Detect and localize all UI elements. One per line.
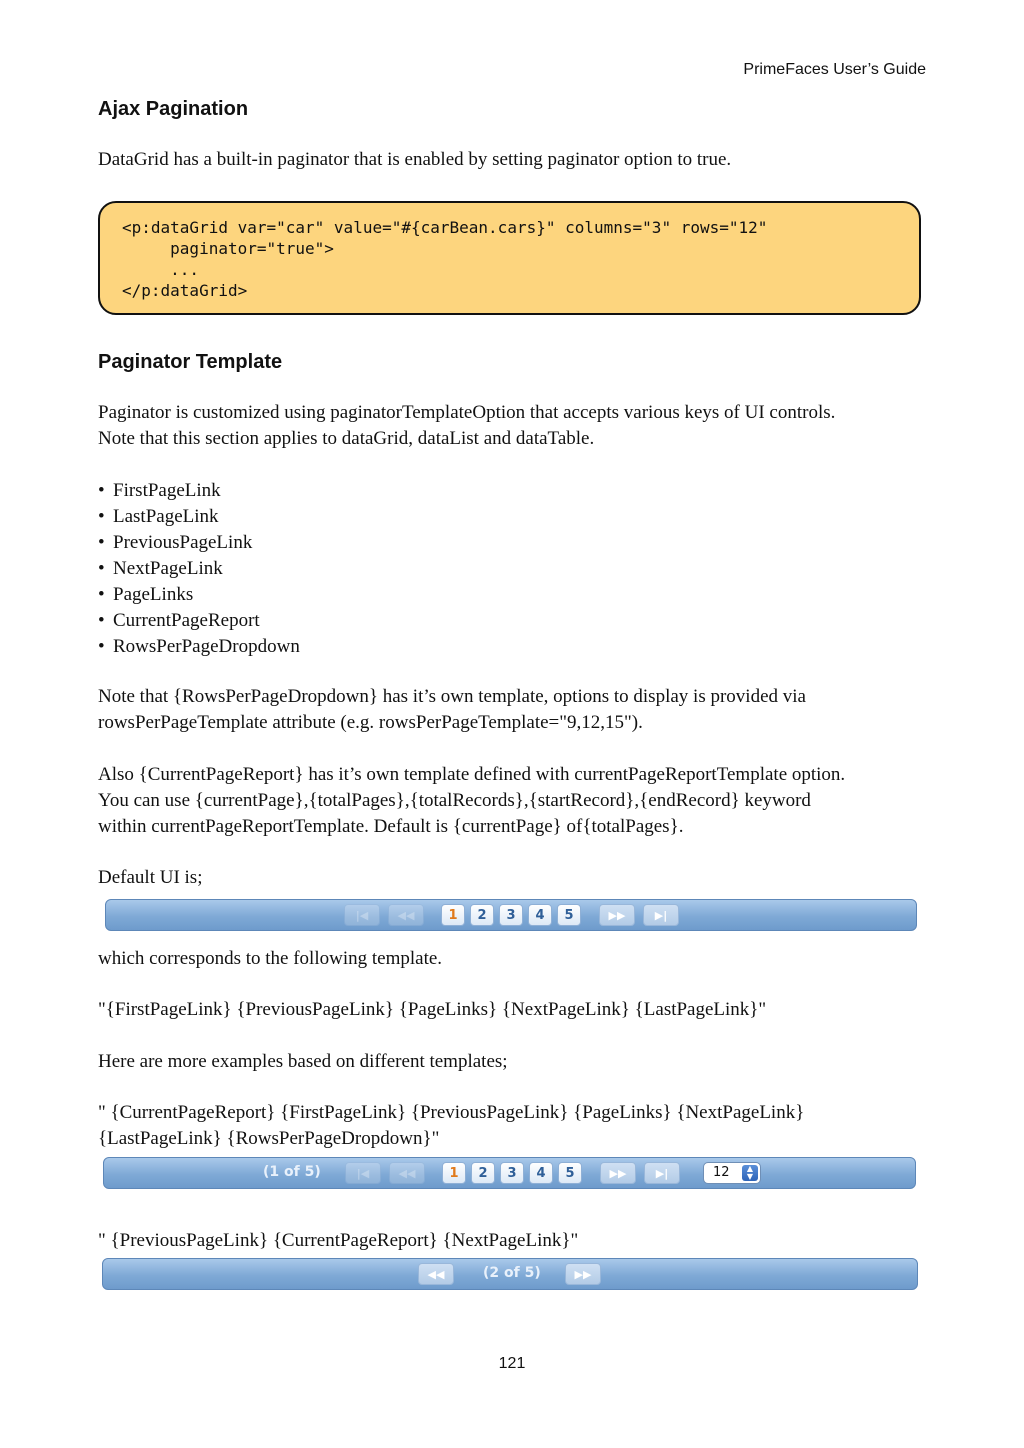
paginator-example-1 xyxy=(103,1157,916,1189)
paginator-example-2 xyxy=(102,1258,918,1290)
first-page-button[interactable]: |◀ xyxy=(345,1162,381,1184)
paginator-template-paragraph-1: Paginator is customized using paginatorTemplateOption that accepts various keys of UI controls. Note that this section applies to dataGrid, dataList and dataTable. xyxy=(98,402,836,449)
section-title-paginator-template: Paginator Template xyxy=(98,351,283,373)
next-page-button[interactable]: ▶▶ xyxy=(599,904,635,926)
first-page-button[interactable]: |◀ xyxy=(344,904,380,926)
template-keys-list xyxy=(98,478,300,660)
rows-per-page-value: 12 xyxy=(713,1165,730,1180)
paginator-default xyxy=(105,899,917,931)
list-item: • LastPageLink xyxy=(98,506,219,527)
next-page-button[interactable]: ▶▶ xyxy=(565,1263,601,1285)
list-item: • CurrentPageReport xyxy=(98,610,260,631)
page-link-3[interactable]: 3 xyxy=(500,1162,524,1184)
page-link-4[interactable]: 4 xyxy=(529,1162,553,1184)
page-link-2[interactable]: 2 xyxy=(471,1162,495,1184)
current-page-report: (2 of 5) xyxy=(483,1265,541,1281)
list-item: • PreviousPageLink xyxy=(98,532,253,553)
rows-per-page-dropdown[interactable] xyxy=(703,1162,761,1184)
page-link-3[interactable]: 3 xyxy=(499,904,523,926)
previous-page-button[interactable]: ◀◀ xyxy=(389,1162,425,1184)
paginator-template-paragraph-2: Note that {RowsPerPageDropdown} has it’s own template, options to display is provided via rowsPerPageTemplate attribute (e.g. rowsPerPageTemplate="9,12,15"). xyxy=(98,686,806,733)
list-item: • PageLinks xyxy=(98,584,194,605)
current-page-report: (1 of 5) xyxy=(263,1164,321,1180)
page-link-5[interactable]: 5 xyxy=(557,904,581,926)
corresponds-text: which corresponds to the following template. xyxy=(98,948,443,969)
last-page-button[interactable]: ▶| xyxy=(644,1162,680,1184)
more-examples-text: Here are more examples based on different templates; xyxy=(98,1051,508,1072)
next-page-button[interactable]: ▶▶ xyxy=(600,1162,636,1184)
default-ui-label: Default UI is; xyxy=(98,867,203,888)
paginator-template-paragraph-3: Also {CurrentPageReport} has it’s own template defined with currentPageReportTemplate option. You can use {currentPage},{totalPages},{totalRecords},{startRecord},{endRecord} keyword within currentPageReportTemplate. Default is {currentPage} of{totalPages}. xyxy=(98,764,846,837)
page-link-4[interactable]: 4 xyxy=(528,904,552,926)
ajax-pagination-intro: DataGrid has a built-in paginator that is enabled by setting paginator option to true. xyxy=(98,149,732,170)
example-template-1: " {CurrentPageReport} {FirstPageLink} {PreviousPageLink} {PageLinks} {NextPageLink} {LastPageLink} {RowsPerPageDropdown}" xyxy=(98,1102,805,1149)
updown-arrows-icon: ▲ ▼ xyxy=(742,1165,758,1181)
page-number: 121 xyxy=(498,1355,526,1372)
page-link-2[interactable]: 2 xyxy=(470,904,494,926)
page-link-5[interactable]: 5 xyxy=(558,1162,582,1184)
code-text: <p:dataGrid var="car" value="#{carBean.cars}" columns="3" rows="12" paginator="true"> ... </p:dataGrid> xyxy=(122,218,768,300)
last-page-button[interactable]: ▶| xyxy=(643,904,679,926)
page-link-1[interactable]: 1 xyxy=(442,1162,466,1184)
list-item: • NextPageLink xyxy=(98,558,223,579)
page-link-1[interactable]: 1 xyxy=(441,904,465,926)
previous-page-button[interactable]: ◀◀ xyxy=(418,1263,454,1285)
list-item: • FirstPageLink xyxy=(98,480,221,501)
list-item: • RowsPerPageDropdown xyxy=(98,636,300,657)
section-title-ajax-pagination: Ajax Pagination xyxy=(98,98,249,120)
default-template-text: "{FirstPageLink} {PreviousPageLink} {PageLinks} {NextPageLink} {LastPageLink}" xyxy=(98,999,767,1020)
code-block xyxy=(98,201,921,315)
previous-page-button[interactable]: ◀◀ xyxy=(388,904,424,926)
running-header: PrimeFaces User’s Guide xyxy=(743,61,926,78)
example-template-2: " {PreviousPageLink} {CurrentPageReport} {NextPageLink}" xyxy=(98,1230,579,1251)
